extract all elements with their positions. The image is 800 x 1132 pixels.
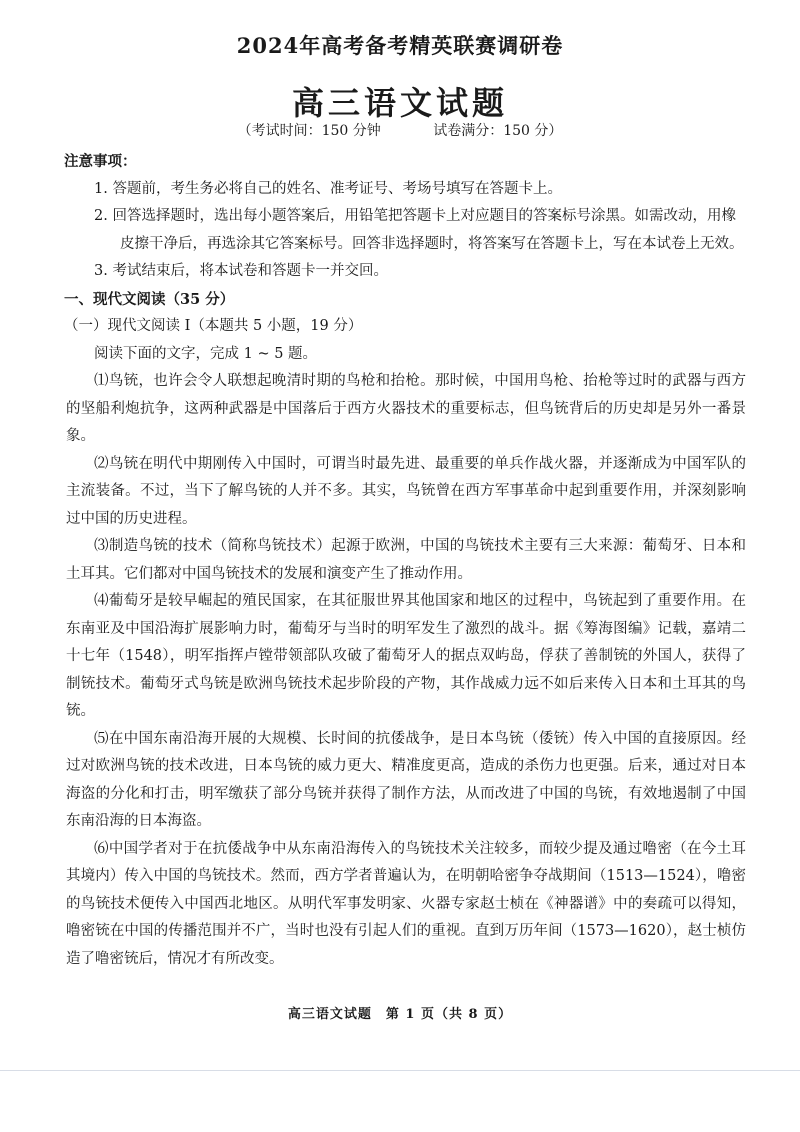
notice-item: 2. 回答选择题时，选出每小题答案后，用铅笔把答题卡上对应题目的答案标号涂黑。如需改动，用橡皮擦干净后，再选涂其它答案标号。回答非选择题时，将答案写在答题卡上，写在本试卷上无效。: [94, 208, 744, 252]
section-heading: 一、现代文阅读（35 分）: [64, 290, 235, 308]
scan-edge-line: [0, 1070, 800, 1071]
page-title: 高三语文试题: [291, 84, 508, 122]
exam-series-title: 2024年高考备考精英联赛调研卷: [236, 33, 564, 58]
passage-paragraph: ⑴鸟铳，也许会令人联想起晚清时期的鸟枪和抬枪。那时候，中国用鸟枪、抬枪等过时的武器与西方的坚船利炮抗争，这两种武器是中国落后于西方火器技术的重要标志，但鸟铳背后的历史却是另外一番景象。: [66, 373, 746, 444]
notice-item: 1. 答题前，考生务必将自己的姓名、准考证号、考场号填写在答题卡上。: [94, 180, 562, 197]
exam-info: [0, 120, 800, 140]
notice-heading: 注意事项：: [64, 153, 137, 170]
page-footer: 高三语文试题 第 1 页（共 8 页）: [287, 1007, 513, 1022]
passage-paragraph: ⑵鸟铳在明代中期刚传入中国时，可谓当时最先进、最重要的单兵作战火器，并逐渐成为中国军队的主流装备。不过，当下了解鸟铳的人并不多。其实，鸟铳曾在西方军事革命中起到重要作用，并深刻影响过中国的历史进程。: [66, 455, 746, 527]
passage-paragraph: ⑸在中国东南沿海开展的大规模、长时间的抗倭战争，是日本鸟铳（倭铳）传入中国的直接原因。经过对欧洲鸟铳的技术改进，日本鸟铳的威力更大、精准度更高，造成的杀伤力也更强。后来，通过对日本海盗的分化和打击，明军缴获了部分鸟铳并获得了制作方法，从而改进了中国的鸟铳，有效地遏制了中国东南沿海的日本海盗。: [66, 730, 746, 829]
passage-paragraph: ⑷葡萄牙是较早崛起的殖民国家，在其征服世界其他国家和地区的过程中，鸟铳起到了重要作用。在东南亚及中国沿海扩展影响力时，葡萄牙与当时的明军发生了激烈的战斗。据《筹海图编》记载，嘉靖二十七年（1548），明军指挥卢镗带领部队攻破了葡萄牙人的据点双屿岛，俘获了善制铳的外国人，获得了制铳技术。葡萄牙式鸟铳是欧洲鸟铳技术起步阶段的产物，其作战威力远不如后来传入日本和土耳其的鸟铳。: [66, 593, 746, 719]
exam-body: [66, 148, 746, 973]
reading-instruction: 阅读下面的文字，完成 1 ~ 5 题。: [94, 345, 318, 362]
exam-score: 试卷满分：150 分）: [433, 123, 563, 139]
passage-paragraph: ⑹中国学者对于在抗倭战争中从东南沿海传入的鸟铳技术关注较多，而较少提及通过噜密（在今土耳其境内）传入中国的鸟铳技术。然而，西方学者普遍认为，在明朝哈密争夺战期间（1513—1524），噜密的鸟铳技术便传入中国西北地区。从明代军事发明家、火器专家赵士桢在《神器谱》中的奏疏可以得知，噜密铳在中国的传播范围并不广，当时也没有引起人们的重视。直到万历年间（1573—1620），赵士桢仿造了噜密铳后，情况才有所改变。: [66, 840, 746, 967]
notice-item: 3. 考试结束后，将本试卷和答题卡一并交回。: [94, 263, 388, 279]
exam-time: （考试时间：150 分钟: [237, 123, 381, 139]
subsection-heading: （一）现代文阅读 I（本题共 5 小题，19 分）: [64, 318, 363, 334]
passage-paragraph: ⑶制造鸟铳的技术（简称鸟铳技术）起源于欧洲，中国的鸟铳技术主要有三大来源：葡萄牙、日本和土耳其。它们都对中国鸟铳技术的发展和演变产生了推动作用。: [66, 538, 746, 582]
